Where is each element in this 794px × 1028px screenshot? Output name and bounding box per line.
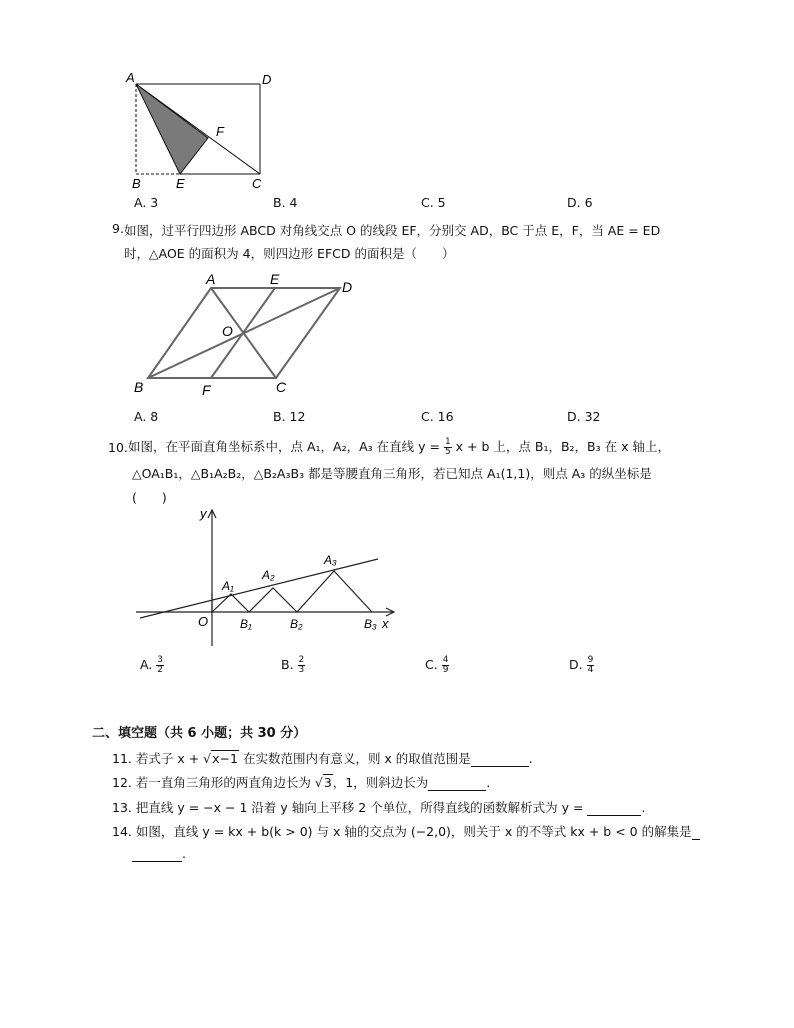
q11-radicand: x−1	[212, 751, 238, 766]
q9-label-F: F	[202, 382, 211, 398]
q9-option-c[interactable]: C. 16	[421, 409, 454, 424]
q9-option-a[interactable]: A. 8	[134, 409, 159, 424]
q10-option-d-fraction	[587, 656, 595, 675]
q10-label-x: x	[382, 616, 389, 631]
q14-answer-blank[interactable]	[132, 846, 182, 862]
q9-label-E: E	[270, 271, 280, 287]
q10-slope-num: 1	[444, 437, 451, 447]
q14-number: 14.	[112, 824, 132, 839]
q10-label-O: O	[198, 614, 209, 629]
q10-slope-fraction	[444, 438, 452, 457]
q9-label-D: D	[342, 279, 353, 295]
q9-label-A: A	[206, 271, 216, 287]
q10-option-c-fraction	[442, 656, 450, 675]
q11-answer-blank[interactable]	[471, 751, 529, 767]
q8-option-d[interactable]: D. 6	[567, 195, 593, 210]
q13	[112, 798, 645, 816]
q10-option-b-fraction	[298, 656, 306, 675]
q8-figure	[120, 68, 280, 196]
q8-label-F: F	[216, 124, 224, 139]
q10-option-c-den: 9	[442, 665, 449, 675]
q9-label-B: B	[134, 379, 144, 395]
q14-cont	[132, 846, 186, 862]
q10-figure	[130, 504, 400, 654]
q10-option-d-letter: D.	[569, 657, 583, 672]
q10-stem-line3: ( )	[132, 490, 167, 505]
section-title: 二、填空题（共 6 小题；共 30 分）	[92, 726, 307, 741]
q8-label-C: C	[252, 176, 262, 191]
q10-points-a: ₁，A₂，A₃	[315, 439, 377, 454]
q10-option-b-letter: B.	[281, 657, 294, 672]
q9-stem-line1: 如图，过平行四边形 ABCD 对角线交点 O 的线段 EF，分别交 AD，BC 于点 E，F，当 AE = ED	[124, 223, 661, 238]
q10-option-c-num: 4	[442, 655, 449, 665]
q8-label-D: D	[262, 72, 272, 87]
q9-option-d[interactable]: D. 32	[567, 409, 601, 424]
q10-label-B1: B₁	[240, 617, 252, 631]
q9-figure	[128, 268, 368, 400]
q10-option-b[interactable]	[281, 656, 305, 675]
q10-label-A2: A₂	[262, 568, 275, 582]
q8-label-B: B	[132, 176, 141, 191]
q12-number: 12.	[112, 775, 132, 790]
q10-text-d: 在 x 轴上，	[604, 439, 670, 454]
q12-post: ，1，则斜边长为	[332, 775, 429, 790]
q14-answer-blank-start[interactable]	[692, 824, 700, 840]
q10-number: 10.	[108, 440, 128, 455]
q11-number: 11.	[112, 751, 132, 766]
q10-label-A1: A₁	[222, 579, 234, 593]
q10-option-c[interactable]	[425, 656, 449, 675]
q9-label-O: O	[222, 323, 233, 339]
q13-number: 13.	[112, 800, 132, 815]
q10-option-d[interactable]	[569, 656, 594, 675]
q10-text-b: 在直线 y =	[376, 439, 440, 454]
q14-text: 如图，直线 y = kx + b(k > 0) 与 x 轴的交点为 (−2,0)，则关于 x 的不等式 kx + b < 0 的解集是	[135, 824, 692, 839]
q10-label-y: y	[200, 506, 207, 521]
q10-option-a-letter: A.	[140, 657, 153, 672]
q9-label-C: C	[276, 379, 287, 395]
q10-option-d-num: 9	[587, 655, 594, 665]
q10-slope-den: 5	[444, 447, 451, 457]
q9-number: 9.	[112, 221, 124, 236]
q10-text-c: x + b 上，点 B	[455, 439, 544, 454]
q8-option-a[interactable]: A. 3	[134, 195, 159, 210]
q8-label-E: E	[176, 176, 185, 191]
q10-option-b-den: 3	[298, 665, 305, 675]
q12-radicand: 3	[323, 775, 332, 790]
q10-option-a[interactable]	[140, 656, 164, 675]
q8-option-c[interactable]: C. 5	[421, 195, 446, 210]
q12-pre: 若一直角三角形的两直角边长为	[135, 775, 315, 790]
q8-label-A: A	[126, 70, 135, 85]
q10-option-a-fraction	[156, 656, 164, 675]
q12	[112, 773, 490, 791]
q10-option-a-num: 3	[157, 655, 164, 665]
q12-answer-blank[interactable]	[428, 775, 486, 791]
q10-stem-line1	[128, 437, 670, 457]
q11-post: 在实数范围内有意义，则 x 的取值范围是	[238, 751, 471, 766]
sqrt-icon: √	[203, 751, 212, 766]
q10-option-b-num: 2	[298, 655, 305, 665]
q14	[112, 822, 700, 840]
q13-answer-blank[interactable]	[587, 800, 641, 816]
q10-label-B2: B₂	[290, 617, 303, 631]
q10-option-d-den: 4	[587, 665, 594, 675]
q11-end: .	[528, 751, 533, 766]
q10-label-B3: B₃	[364, 617, 377, 631]
q10-label-A3: A₃	[324, 553, 337, 567]
q11-pre: 若式子 x +	[135, 751, 204, 766]
q11	[112, 749, 533, 767]
q10-points-b: ₁，B₂，B₃	[543, 439, 605, 454]
q9-stem-line2: 时，△AOE 的面积为 4，则四边形 EFCD 的面积是（ ）	[124, 246, 455, 261]
q14-end: .	[182, 846, 186, 861]
q8-option-b[interactable]: B. 4	[273, 195, 298, 210]
q13-text: 把直线 y = −x − 1 沿着 y 轴向上平移 2 个单位，所得直线的函数解析式为 y =	[135, 800, 588, 815]
q9-option-b[interactable]: B. 12	[273, 409, 306, 424]
q10-text-a: 如图，在平面直角坐标系中，点 A	[128, 439, 316, 454]
q12-end: .	[486, 775, 491, 790]
q10-option-a-den: 2	[157, 665, 164, 675]
q10-option-c-letter: C.	[425, 657, 438, 672]
sqrt-icon: √	[314, 775, 323, 790]
q13-end: .	[641, 800, 646, 815]
q10-stem-line2: △OA₁B₁，△B₁A₂B₂，△B₂A₃B₃ 都是等腰直角三角形，若已知点 A₁(1,1)，则点 A₃ 的纵坐标是	[132, 466, 652, 481]
